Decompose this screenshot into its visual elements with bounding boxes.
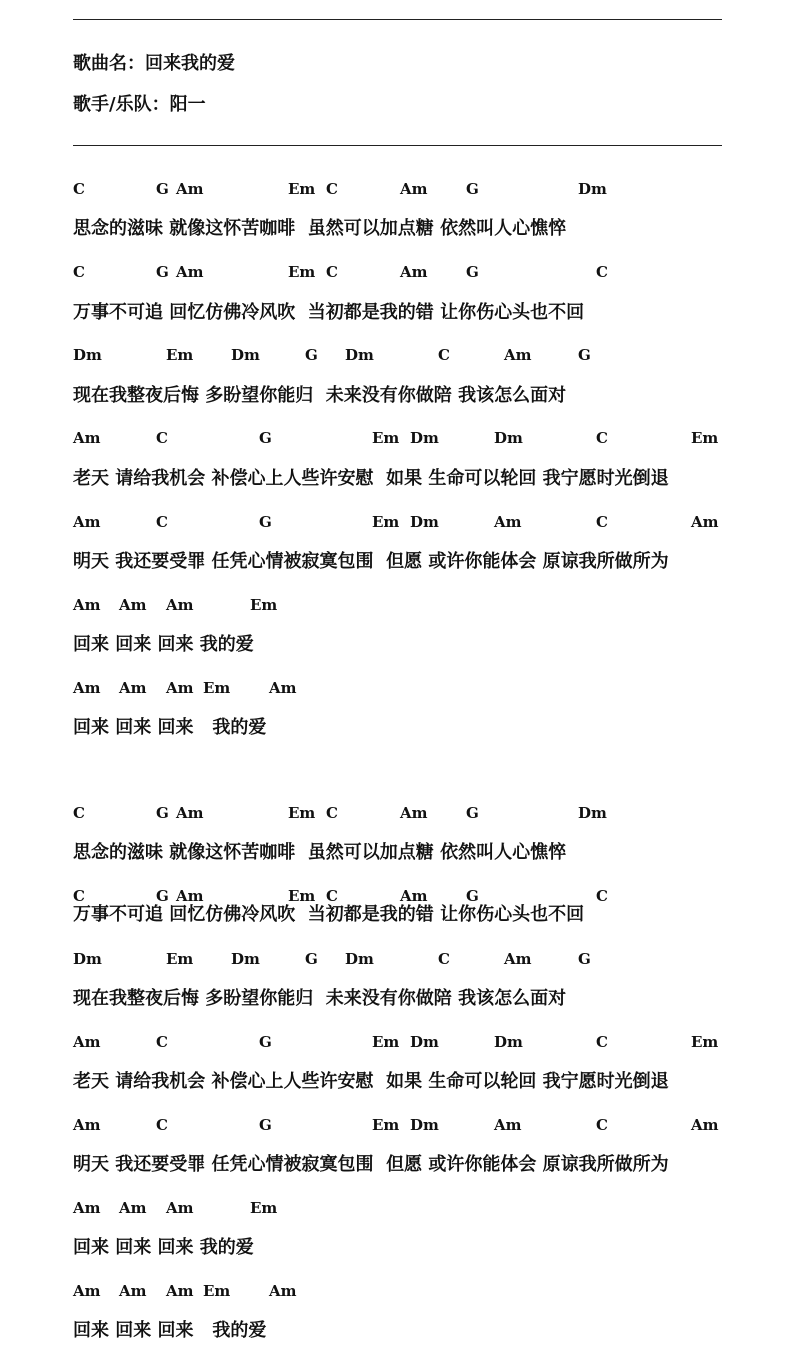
chord-label: Dm bbox=[345, 950, 374, 968]
chord-label: Dm bbox=[494, 1033, 523, 1051]
chord-label: Dm bbox=[231, 950, 260, 968]
chord-label: Am bbox=[269, 1282, 297, 1300]
chord-label: Em bbox=[372, 1116, 400, 1134]
chord-label: G bbox=[578, 950, 591, 968]
chord-label: Em bbox=[203, 679, 231, 697]
chord-label: Am bbox=[691, 1116, 719, 1134]
chord-label: Em bbox=[288, 887, 316, 905]
chord-label: Dm bbox=[410, 1116, 439, 1134]
chord-label: Em bbox=[250, 596, 278, 614]
song-title-line: 歌曲名：回来我的爱 bbox=[73, 53, 235, 74]
chord-label: C bbox=[73, 804, 85, 822]
artist-line: 歌手/乐队：阳一 bbox=[73, 94, 206, 115]
chord-label: Am bbox=[176, 180, 204, 198]
chord-label: C bbox=[73, 887, 85, 905]
chord-label: Am bbox=[119, 596, 147, 614]
chord-label: C bbox=[596, 429, 608, 447]
chord-label: Dm bbox=[73, 950, 102, 968]
chord-label: Dm bbox=[410, 429, 439, 447]
chord-label: G bbox=[156, 887, 169, 905]
chord-label: Dm bbox=[410, 513, 439, 531]
lyric-line: 老天 请给我机会 补偿心上人些许安慰 如果 生命可以轮回 我宁愿时光倒退 bbox=[73, 1071, 669, 1092]
lyric-line: 回来 回来 回来 我的爱 bbox=[73, 1320, 267, 1341]
chord-label: G bbox=[305, 950, 318, 968]
chord-label: Am bbox=[166, 1282, 194, 1300]
chord-label: Am bbox=[504, 950, 532, 968]
chord-label: Em bbox=[166, 950, 194, 968]
lyric-line: 现在我整夜后悔 多盼望你能归 未来没有你做陪 我该怎么面对 bbox=[73, 988, 567, 1009]
header-bottom-rule bbox=[73, 145, 722, 146]
chord-label: G bbox=[466, 180, 479, 198]
chord-label: Em bbox=[372, 513, 400, 531]
lyric-line: 老天 请给我机会 补偿心上人些许安慰 如果 生命可以轮回 我宁愿时光倒退 bbox=[73, 468, 669, 489]
chord-label: Am bbox=[166, 1199, 194, 1217]
chord-label: Am bbox=[73, 1199, 101, 1217]
chord-label: Em bbox=[288, 263, 316, 281]
lyric-line: 思念的滋味 就像这怀苦咖啡 虽然可以加点糖 依然叫人心憔悴 bbox=[73, 842, 567, 863]
chord-label: G bbox=[259, 1116, 272, 1134]
chord-label: Am bbox=[269, 679, 297, 697]
lyric-line: 万事不可追 回忆仿佛冷风吹 当初都是我的错 让你伤心头也不回 bbox=[73, 302, 585, 323]
chord-label: Dm bbox=[494, 429, 523, 447]
chord-label: Am bbox=[400, 804, 428, 822]
lyric-line: 明天 我还要受罪 任凭心情被寂寞包围 但愿 或许你能体会 原谅我所做所为 bbox=[73, 551, 669, 572]
chord-label: Dm bbox=[73, 346, 102, 364]
chord-label: Dm bbox=[578, 804, 607, 822]
lyric-line: 明天 我还要受罪 任凭心情被寂寞包围 但愿 或许你能体会 原谅我所做所为 bbox=[73, 1154, 669, 1175]
chord-label: Am bbox=[176, 263, 204, 281]
chord-label: G bbox=[259, 429, 272, 447]
chord-label: C bbox=[326, 180, 338, 198]
chord-label: C bbox=[156, 1033, 168, 1051]
chord-label: C bbox=[438, 346, 450, 364]
chord-label: Am bbox=[400, 180, 428, 198]
chord-label: G bbox=[466, 887, 479, 905]
chord-label: G bbox=[259, 1033, 272, 1051]
chord-label: Am bbox=[73, 1033, 101, 1051]
chord-label: Am bbox=[119, 679, 147, 697]
chord-label: Am bbox=[73, 1116, 101, 1134]
chord-label: Em bbox=[691, 1033, 719, 1051]
chord-label: Am bbox=[73, 679, 101, 697]
chord-label: Am bbox=[73, 429, 101, 447]
chord-label: C bbox=[326, 804, 338, 822]
lyric-line: 万事不可追 回忆仿佛冷风吹 当初都是我的错 让你伤心头也不回 bbox=[73, 904, 585, 925]
chord-label: C bbox=[73, 180, 85, 198]
chord-label: Am bbox=[73, 1282, 101, 1300]
lyric-line: 思念的滋味 就像这怀苦咖啡 虽然可以加点糖 依然叫人心憔悴 bbox=[73, 218, 567, 239]
chord-label: Em bbox=[288, 180, 316, 198]
chord-label: Em bbox=[288, 804, 316, 822]
chord-label: G bbox=[305, 346, 318, 364]
chord-label: Dm bbox=[231, 346, 260, 364]
chord-label: Em bbox=[372, 1033, 400, 1051]
chord-label: G bbox=[156, 263, 169, 281]
chord-label: G bbox=[578, 346, 591, 364]
chord-label: C bbox=[596, 887, 608, 905]
chord-label: C bbox=[156, 513, 168, 531]
chord-label: C bbox=[596, 513, 608, 531]
chord-label: G bbox=[156, 180, 169, 198]
chord-label: Em bbox=[691, 429, 719, 447]
chord-label: Am bbox=[494, 1116, 522, 1134]
chord-label: G bbox=[156, 804, 169, 822]
chord-label: Am bbox=[166, 679, 194, 697]
chord-label: Dm bbox=[578, 180, 607, 198]
chord-label: Am bbox=[494, 513, 522, 531]
lyric-line: 回来 回来 回来 我的爱 bbox=[73, 717, 267, 738]
chord-label: C bbox=[326, 263, 338, 281]
chord-label: Am bbox=[504, 346, 532, 364]
chord-label: Em bbox=[372, 429, 400, 447]
chord-label: C bbox=[596, 1116, 608, 1134]
chord-label: Am bbox=[176, 804, 204, 822]
chord-label: Am bbox=[73, 596, 101, 614]
top-rule bbox=[73, 19, 722, 20]
chord-label: C bbox=[596, 1033, 608, 1051]
chord-label: Am bbox=[400, 263, 428, 281]
chord-label: C bbox=[596, 263, 608, 281]
chord-label: Em bbox=[166, 346, 194, 364]
chord-label: Am bbox=[176, 887, 204, 905]
chord-label: Em bbox=[250, 1199, 278, 1217]
chord-label: G bbox=[466, 263, 479, 281]
lyric-line: 回来 回来 回来 我的爱 bbox=[73, 1237, 254, 1258]
lyric-line: 回来 回来 回来 我的爱 bbox=[73, 634, 254, 655]
chord-label: C bbox=[156, 1116, 168, 1134]
chord-label: C bbox=[156, 429, 168, 447]
chord-label: C bbox=[438, 950, 450, 968]
chord-label: Dm bbox=[345, 346, 374, 364]
chord-label: Am bbox=[119, 1199, 147, 1217]
chord-label: Am bbox=[73, 513, 101, 531]
chord-label: Am bbox=[119, 1282, 147, 1300]
chord-label: C bbox=[73, 263, 85, 281]
chord-label: Am bbox=[166, 596, 194, 614]
chord-label: Dm bbox=[410, 1033, 439, 1051]
chord-label: Am bbox=[400, 887, 428, 905]
chord-label: G bbox=[466, 804, 479, 822]
lyric-line: 现在我整夜后悔 多盼望你能归 未来没有你做陪 我该怎么面对 bbox=[73, 385, 567, 406]
chord-label: Am bbox=[691, 513, 719, 531]
chord-label: G bbox=[259, 513, 272, 531]
chord-label: C bbox=[326, 887, 338, 905]
chord-label: Em bbox=[203, 1282, 231, 1300]
